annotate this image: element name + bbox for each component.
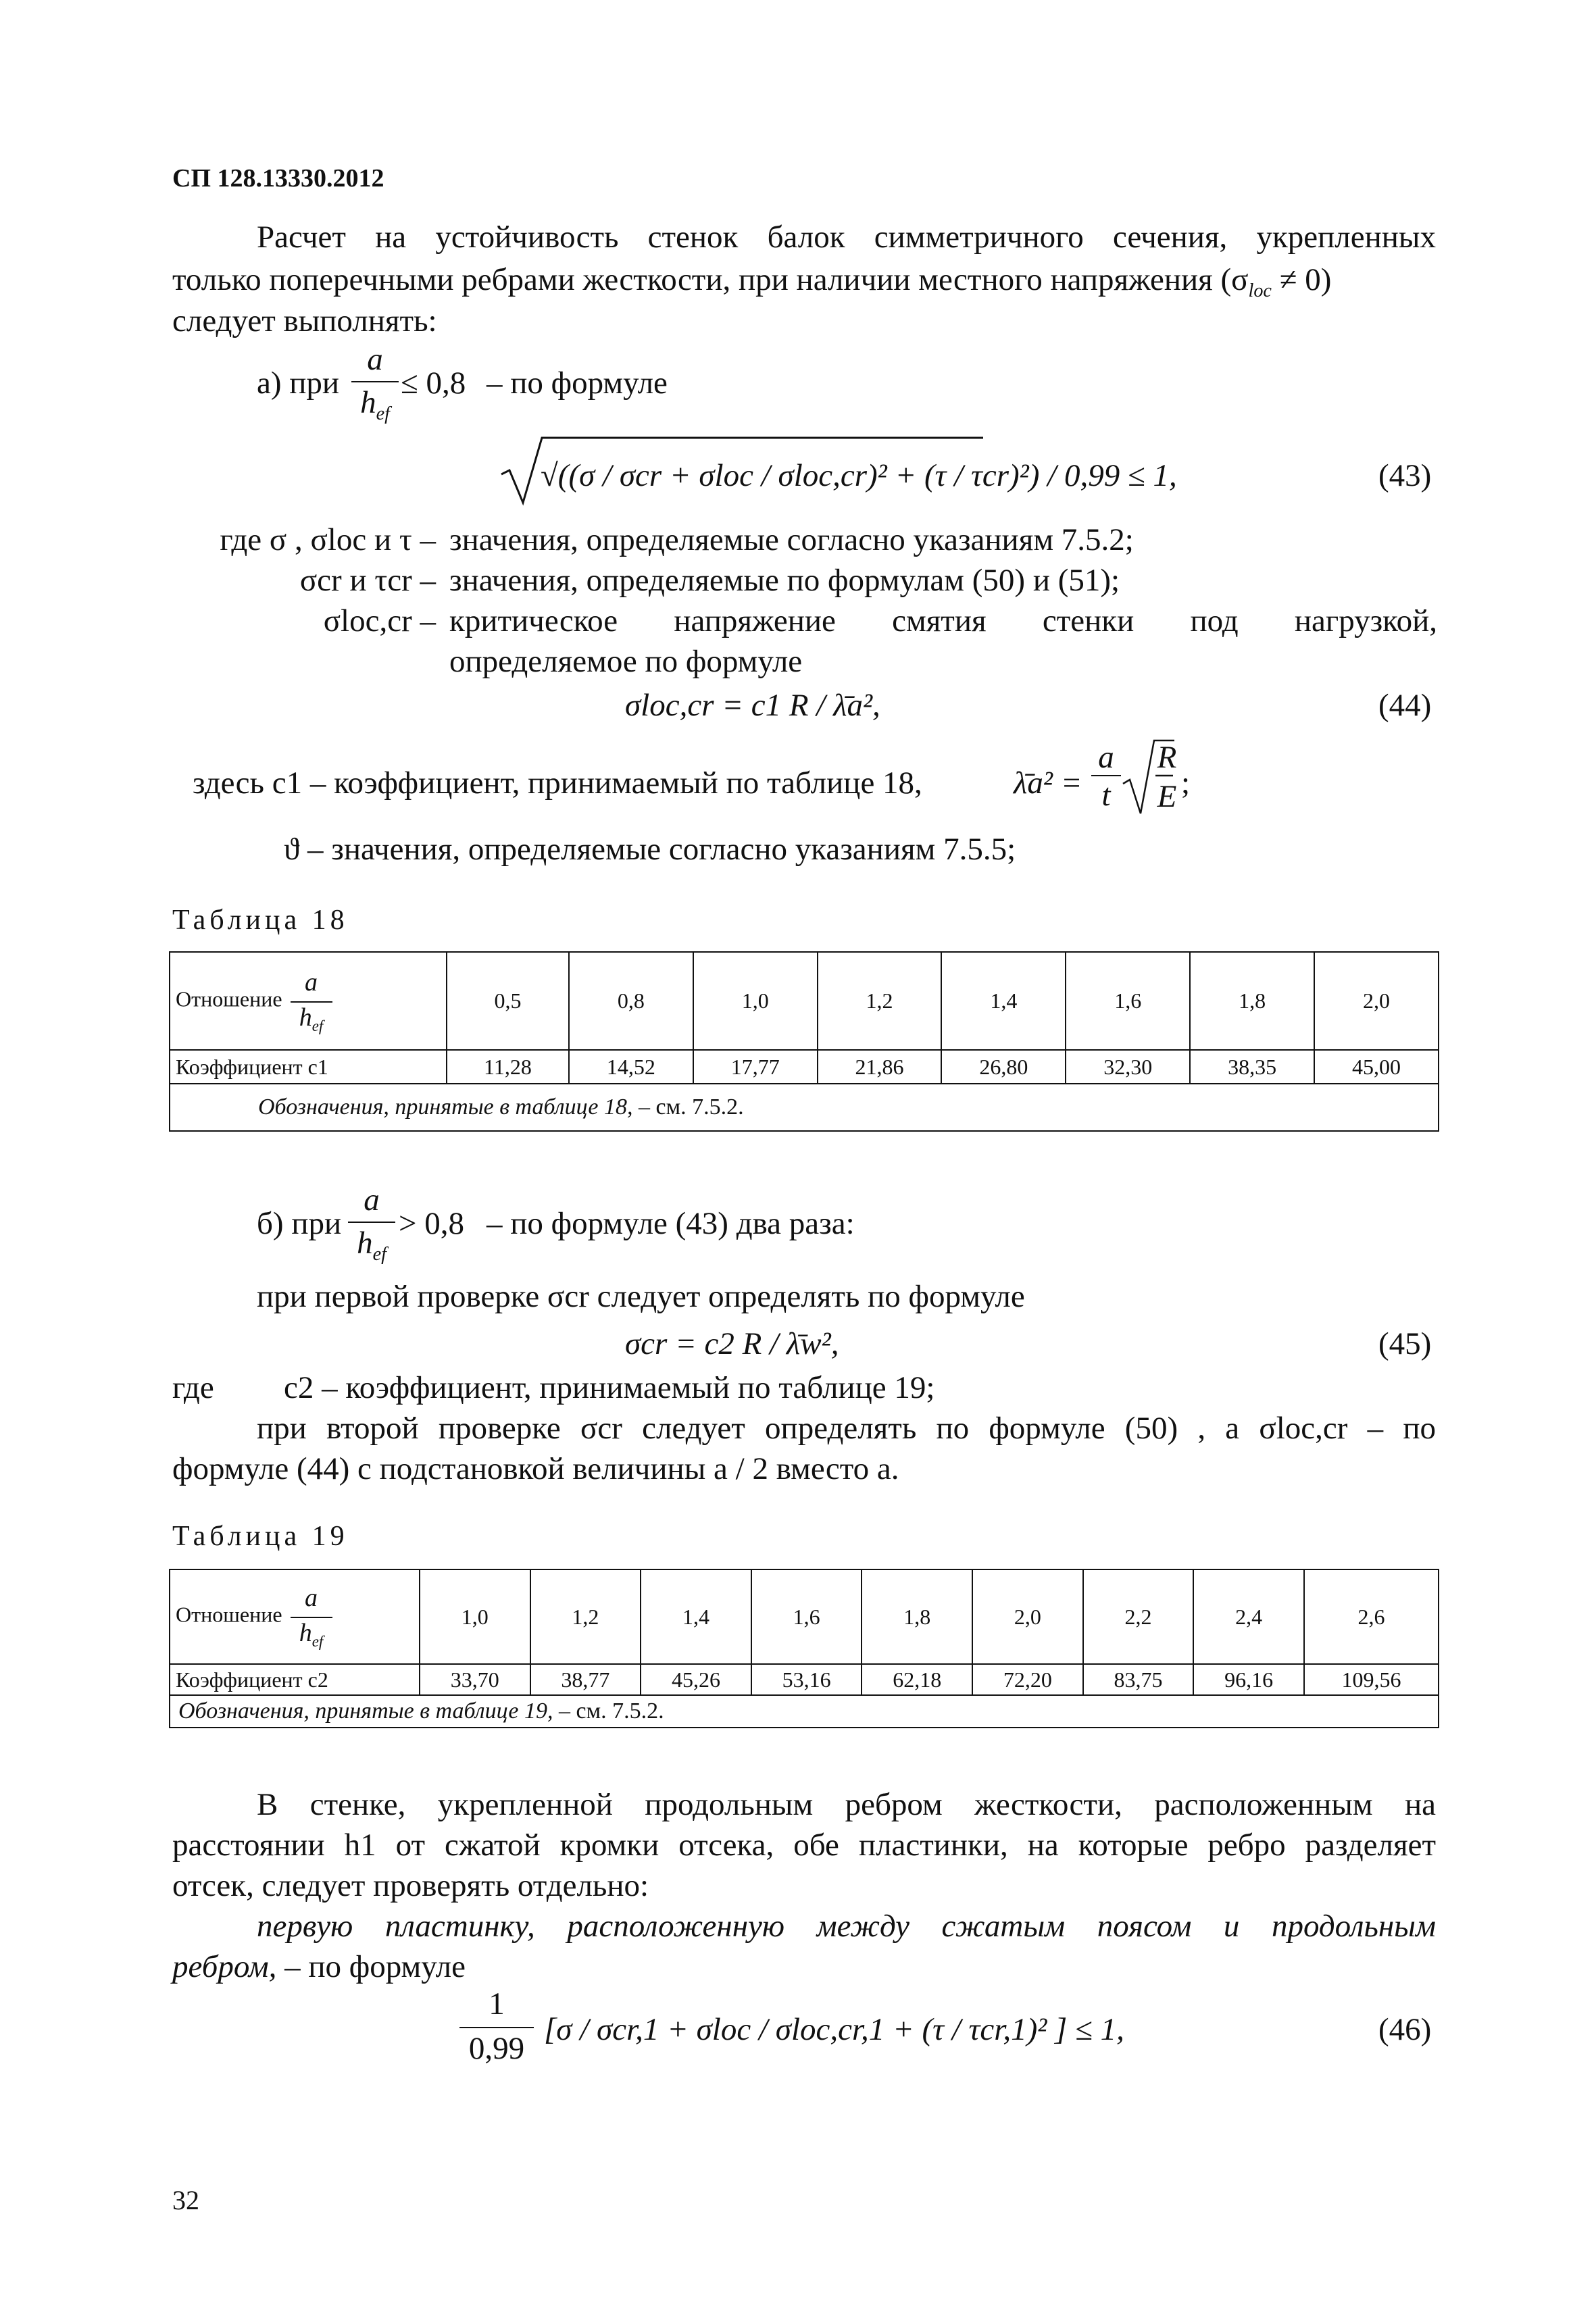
- table-cell: 1,4: [641, 1569, 751, 1664]
- table-cell: 2,0: [972, 1569, 1083, 1664]
- def-text-1: значения, определяемые согласно указаниям 7.5.2;: [449, 522, 1134, 557]
- longitudinal-line-3: отсек, следует проверять отдельно:: [172, 1868, 649, 1903]
- table-cell: 33,70: [420, 1664, 530, 1695]
- table-19-note-row: [170, 1695, 1439, 1728]
- semicolon: ;: [1181, 765, 1191, 801]
- table-cell: 32,30: [1066, 1050, 1190, 1084]
- table-cell: 2,2: [1083, 1569, 1194, 1664]
- def-term-2: σcr и τcr –: [299, 563, 436, 598]
- table-cell: 96,16: [1193, 1664, 1304, 1695]
- case-b-prefix: б) при: [257, 1206, 342, 1241]
- table-18-label: Таблица 18: [172, 905, 349, 936]
- equation-number-45: (45): [1378, 1326, 1432, 1361]
- lambda-a-lhs: λ̄a² =: [1014, 765, 1082, 801]
- case-b-condition: > 0,8: [399, 1206, 465, 1241]
- def-text-3: критическое напряжение смятия стенки под нагрузкой,: [449, 603, 1437, 638]
- table-cell: 1,6: [1066, 952, 1190, 1050]
- table-18-ratio-header: Отношение $\frac{a}{h_{ef}}$: [170, 952, 447, 1050]
- table-19-ratio-row: [170, 1569, 1439, 1664]
- case-b-suffix: – по формуле (43) два раза:: [487, 1206, 855, 1241]
- intro-line-3: следует выполнять:: [172, 303, 437, 338]
- table-cell: 1,0: [420, 1569, 530, 1664]
- document-code: СП 128.13330.2012: [172, 164, 384, 193]
- root-denominator-E: E: [1157, 779, 1177, 814]
- a-over-t-fraction: a t: [1091, 740, 1121, 814]
- def-term-3: σloc,cr –: [323, 603, 436, 638]
- c2-where: где: [172, 1370, 214, 1405]
- table-19: [169, 1569, 1439, 1728]
- c2-definition: c2 – коэффициент, принимаемый по таблице 19;: [284, 1370, 935, 1405]
- intro-line-1: Расчет на устойчивость стенок балок симметричного сечения, укрепленных: [257, 220, 1436, 255]
- second-check-line-2: формуле (44) с подстановкой величины a / 2 вместо a.: [172, 1451, 899, 1486]
- formula-46-fraction: 1 0,99: [459, 1986, 534, 2074]
- table-18: [169, 951, 1439, 1132]
- table-cell: 1,6: [751, 1569, 862, 1664]
- table-cell: 45,00: [1314, 1050, 1439, 1084]
- table-cell: 0,8: [569, 952, 693, 1050]
- table-cell: 1,2: [818, 952, 942, 1050]
- table-cell: 11,28: [447, 1050, 569, 1084]
- table-cell: 53,16: [751, 1664, 862, 1695]
- table-cell: 26,80: [941, 1050, 1066, 1084]
- table-19-coef-header: Коэффициент c2: [170, 1664, 420, 1695]
- case-a-prefix: а) при: [257, 366, 340, 401]
- def-text-4: определяемое по формуле: [449, 644, 803, 679]
- longitudinal-line-1: В стенке, укрепленной продольным ребром жесткости, расположенным на: [257, 1787, 1436, 1822]
- theta-definition: ϑ – значения, определяемые согласно указаниям 7.5.5;: [284, 832, 1016, 867]
- table-cell: 1,0: [693, 952, 818, 1050]
- equation-number-44: (44): [1378, 688, 1432, 723]
- table-19-note: Обозначения, принятые в таблице 19, – см. 7.5.2.: [170, 1695, 1439, 1728]
- table-cell: 62,18: [862, 1664, 972, 1695]
- table-cell: 14,52: [569, 1050, 693, 1084]
- table-19-coef-row: [170, 1664, 1439, 1695]
- table-cell: 21,86: [818, 1050, 942, 1084]
- table-19-ratio-header: Отношение $\frac{a}{h_{ef}}$: [170, 1569, 420, 1664]
- table-cell: 72,20: [972, 1664, 1083, 1695]
- table-cell: 83,75: [1083, 1664, 1194, 1695]
- def-text-2: значения, определяемые по формулам (50) и (51);: [449, 563, 1120, 598]
- table-cell: 109,56: [1304, 1664, 1439, 1695]
- longitudinal-italic-1: первую пластинку, расположенную между сжатым поясом и продольным: [257, 1909, 1436, 1944]
- table-cell: 38,35: [1190, 1050, 1314, 1084]
- table-18-note: Обозначения, принятые в таблице 18, – см. 7.5.2.: [170, 1084, 1439, 1131]
- first-check-text: при первой проверке σcr следует определять по формуле: [257, 1279, 1025, 1314]
- root-numerator-R: R: [1157, 740, 1177, 775]
- table-19-label: Таблица 19: [172, 1521, 349, 1552]
- intro-line-2: только поперечными ребрами жесткости, при наличии местного напряжения $(\sigma_{loc} \ne 0)$: [172, 262, 1332, 301]
- table-cell: 17,77: [693, 1050, 818, 1084]
- formula-46: [σ / σcr,1 + σloc / σloc,cr,1 + (τ / τcr,1)² ] ≤ 1,: [544, 2012, 1124, 2047]
- table-18-coef-row: [170, 1050, 1439, 1084]
- table-cell: 1,2: [530, 1569, 641, 1664]
- table-cell: 1,4: [941, 952, 1066, 1050]
- c1-definition: здесь c1 – коэффициент, принимаемый по таблице 18,: [193, 765, 922, 801]
- table-cell: 2,0: [1314, 952, 1439, 1050]
- def-term-1: где σ , σloc и τ –: [220, 522, 436, 557]
- second-check-line-1: при второй проверке σcr следует определять по формуле (50) , а σloc,cr – по: [257, 1411, 1436, 1446]
- equation-number-46: (46): [1378, 2012, 1432, 2047]
- equation-number-43: (43): [1378, 458, 1432, 493]
- longitudinal-line-2: расстоянии h1 от сжатой кромки отсека, обе пластинки, на которые ребро разделяет: [172, 1828, 1436, 1863]
- longitudinal-line-5: ребром, – по формуле: [172, 1949, 466, 1984]
- ratio-fraction-b: a $h_{ef}$: [348, 1182, 395, 1263]
- table-cell: 0,5: [447, 952, 569, 1050]
- formula-43: √((σ / σcr + σloc / σloc,cr)² + (τ / τcr)²) / 0,99 ≤ 1,: [541, 458, 1177, 493]
- table-cell: 1,8: [1190, 952, 1314, 1050]
- table-18-note-row: [170, 1084, 1439, 1131]
- table-cell: 38,77: [530, 1664, 641, 1695]
- table-cell: 45,26: [641, 1664, 751, 1695]
- formula-44: σloc,cr = c1 R / λ̄a²,: [625, 688, 880, 723]
- case-a-suffix: – по формуле: [487, 366, 668, 401]
- table-cell: 2,4: [1193, 1569, 1304, 1664]
- table-18-ratio-row: [170, 952, 1439, 1050]
- ratio-fraction: a $h_{ef}$: [351, 342, 399, 423]
- table-18-coef-header: Коэффициент c1: [170, 1050, 447, 1084]
- table-cell: 2,6: [1304, 1569, 1439, 1664]
- case-a-condition: ≤ 0,8: [401, 366, 466, 401]
- formula-45: σcr = c2 R / λ̄w²,: [625, 1326, 839, 1361]
- page-number: 32: [172, 2185, 199, 2215]
- table-cell: 1,8: [862, 1569, 972, 1664]
